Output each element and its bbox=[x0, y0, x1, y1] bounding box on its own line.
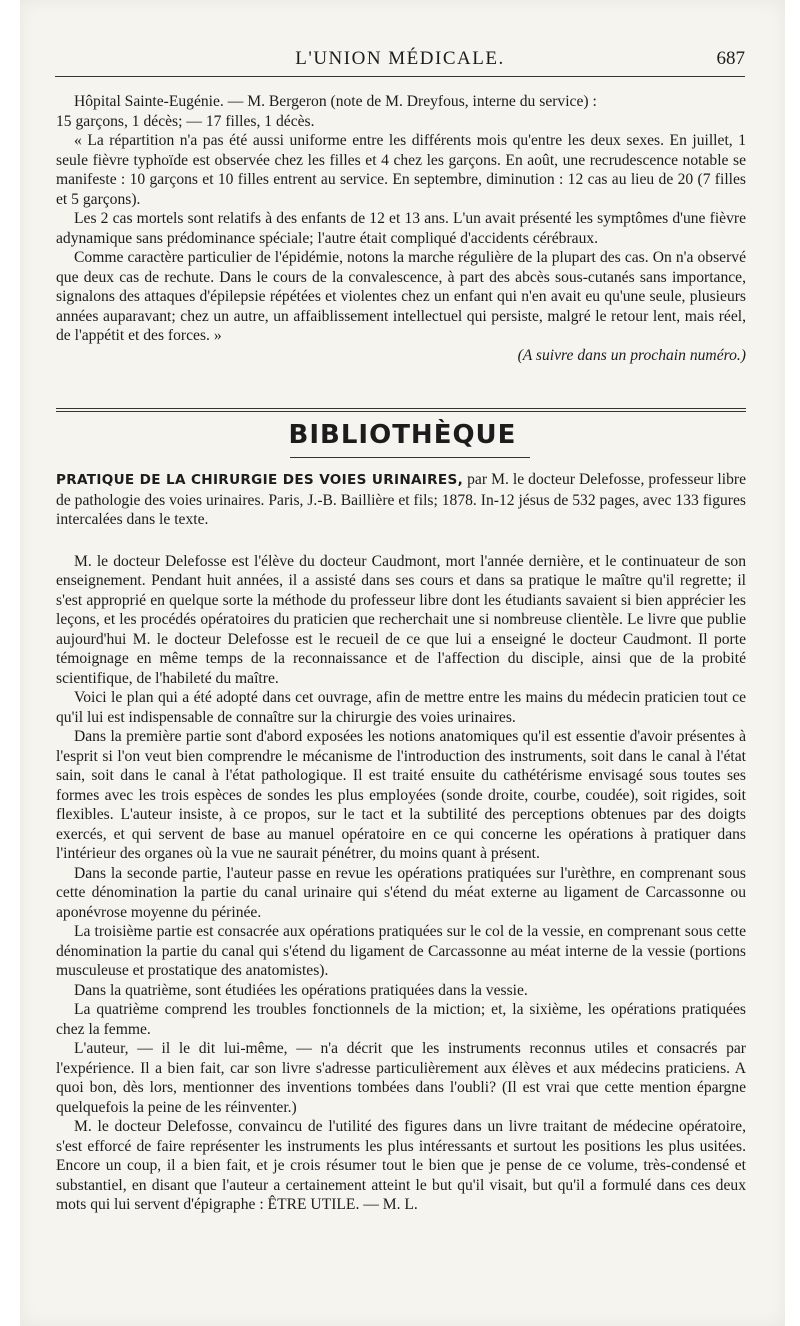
review-paragraph: M. le docteur Delefosse est l'élève du docteur Caudmont, mort l'année dernière, et le continuateur de son enseignement. Pendant huit années, il a assisté dans ses cours et dans sa pratique le maître qu'il regrette; il s'est approprié en quelque sorte la méthode du professeur libre dont les étudiants savaient si bien apprécier les leçons, et les procédés opératoires du praticien que recherchait une si nombreuse clientèle. Le livre que publie aujourd'hui M. le docteur Delefosse est le recueil de ce que lui a enseigné le docteur Caudmont. Il porte témoignage en même temps de la reconnaissance et de l'affection du disciple, ainsi que de la probité scientifique, de l'habileté du maître. bbox=[56, 552, 746, 687]
review-paragraph: Dans la première partie sont d'abord exposées les notions anatomiques qu'il est essentie d'avoir présentes à l'esprit si l'on veut bien comprendre le mécanisme de l'introduction des instruments, soit dans le canal à l'état sain, soit dans le canal à l'état pathologique. Il est traité ensuite du cathétérisme envisagé sous toutes ses formes avec les trois espèces de sondes les plus employées (sonde droite, courbe, coudée), soit rigides, soit flexibles. L'auteur insiste, à ce propos, sur le tact et la subtilité des perceptions obtenues par des doigts exercés, et qui servent de base au manuel opératoire en ce qui concerne les opérations à pratiquer dans l'intérieur des organes où la vue ne saurait pénétrer, du moins quant à présent. bbox=[56, 728, 746, 862]
to-be-continued: (A suivre dans un prochain numéro.) bbox=[517, 346, 746, 364]
section-divider bbox=[56, 411, 746, 412]
hospital-line: Hôpital Sainte-Eugénie. — M. Bergeron (note de M. Dreyfous, interne du service) : bbox=[74, 93, 597, 110]
report-paragraph: « La répartition n'a pas été aussi uniforme entre les différents mois qu'entre les deux sexes. En juillet, 1 seule fièvre typhoïde est observée chez les filles et 4 chez les garçons. En août, une recrudescence notable se manifeste : 10 garçons et 10 filles entrent au service. En septembre, diminution : 12 cas au lieu de 20 (7 filles et 5 garçons). bbox=[56, 132, 746, 208]
section-title-rule bbox=[290, 457, 530, 458]
running-head bbox=[55, 44, 745, 74]
book-title: PRATIQUE DE LA CHIRURGIE DES VOIES URINAIRES, bbox=[56, 472, 464, 488]
journal-page bbox=[20, 0, 785, 1326]
report-paragraph: Comme caractère particulier de l'épidémie, notons la marche régulière de la plupart des cas. On n'a observé que deux cas de rechute. Dans le cours de la convalescence, à part des abcès sous-cutanés sans importance, signalons des attaques d'épilepsie répétées et violentes chez un enfant qui n'en avait eu qu'une seule, plusieurs années auparavant; chez un autre, un affaiblissement intellectuel qui persiste, malgré le retour lent, mais réel, de l'appétit et des forces. » bbox=[56, 249, 746, 344]
book-byline: par M. le docteur Delefosse, professeur libre de pathologie des voies urinaires. Paris, J.-B. Baillière et fils; 1878. In-12 jésus de 532 pages, avec 133 figures intercalées dans le texte. bbox=[56, 471, 746, 528]
book-citation bbox=[56, 470, 746, 530]
report-paragraph: Les 2 cas mortels sont relatifs à des enfants de 12 et 13 ans. L'un avait présenté les symptômes d'une fièvre adynamique sans prédominance spéciale; l'autre était compliqué d'accidents cérébraux. bbox=[56, 210, 746, 247]
review-paragraph: Dans la quatrième, sont étudiées les opérations pratiquées dans la vessie. bbox=[74, 981, 528, 999]
journal-title: L'UNION MÉDICALE. bbox=[295, 48, 505, 69]
header-rule bbox=[55, 76, 745, 77]
page-number: 687 bbox=[716, 48, 745, 69]
review-paragraph: Voici le plan qui a été adopté dans cet ouvrage, afin de mettre entre les mains du médecin praticien tout ce qu'il lui est indispensable de connaître sur la chirurgie des voies urinaires. bbox=[56, 689, 746, 726]
review-paragraph: M. le docteur Delefosse, convaincu de l'utilité des figures dans un livre traitant de médecine opératoire, s'est efforcé de faire représenter les instruments les plus intéressants et surtout les positions les plus usitées. Encore un coup, il a bien fait, et je crois résumer tout le bien que je pense de ce volume, très-condensé et substantiel, en disant que l'auteur a certainement atteint le but qu'il visait, but qu'il a formulé dans ces deux mots qui lui servent d'épigraphe : ÊTRE UTILE. — M. L. bbox=[56, 1118, 746, 1213]
hospital-report bbox=[56, 92, 746, 365]
review-paragraph: Dans la seconde partie, l'auteur passe en revue les opérations pratiquées sur l'urèthre, en comprenant sous cette dénomination la partie du canal urinaire qui s'étend du méat externe au ligament de Carcassonne ou aponévrose moyenne du périnée. bbox=[56, 864, 746, 921]
section-divider bbox=[56, 408, 746, 409]
review-paragraph: La troisième partie est consacrée aux opérations pratiquées sur le col de la vessie, en comprenant sous cette dénomination la partie du canal qui s'étend du ligament de Carcassonne au méat interne de la vessie (portions musculeuse et prostatique des anatomistes). bbox=[56, 923, 746, 979]
review-paragraph: L'auteur, — il le dit lui-même, — n'a décrit que les instruments reconnus utiles et consacrés par l'expérience. Il a bien fait, car son livre s'adresse particulièrement aux élèves et aux médecins praticiens. A quoi bon, dès lors, mentionner des inventions tombées dans l'oubli? (Il est vrai que cette mention épargne quelquefois la peine de les réinventer.) bbox=[56, 1040, 746, 1116]
review-paragraph: La quatrième comprend les troubles fonctionnels de la miction; et, la sixième, les opérations pratiquées chez la femme. bbox=[56, 1001, 746, 1038]
section-title: BIBLIOTHÈQUE bbox=[288, 420, 517, 450]
hospital-counts: 15 garçons, 1 décès; — 17 filles, 1 décès. bbox=[56, 112, 315, 130]
book-review bbox=[56, 470, 746, 1215]
